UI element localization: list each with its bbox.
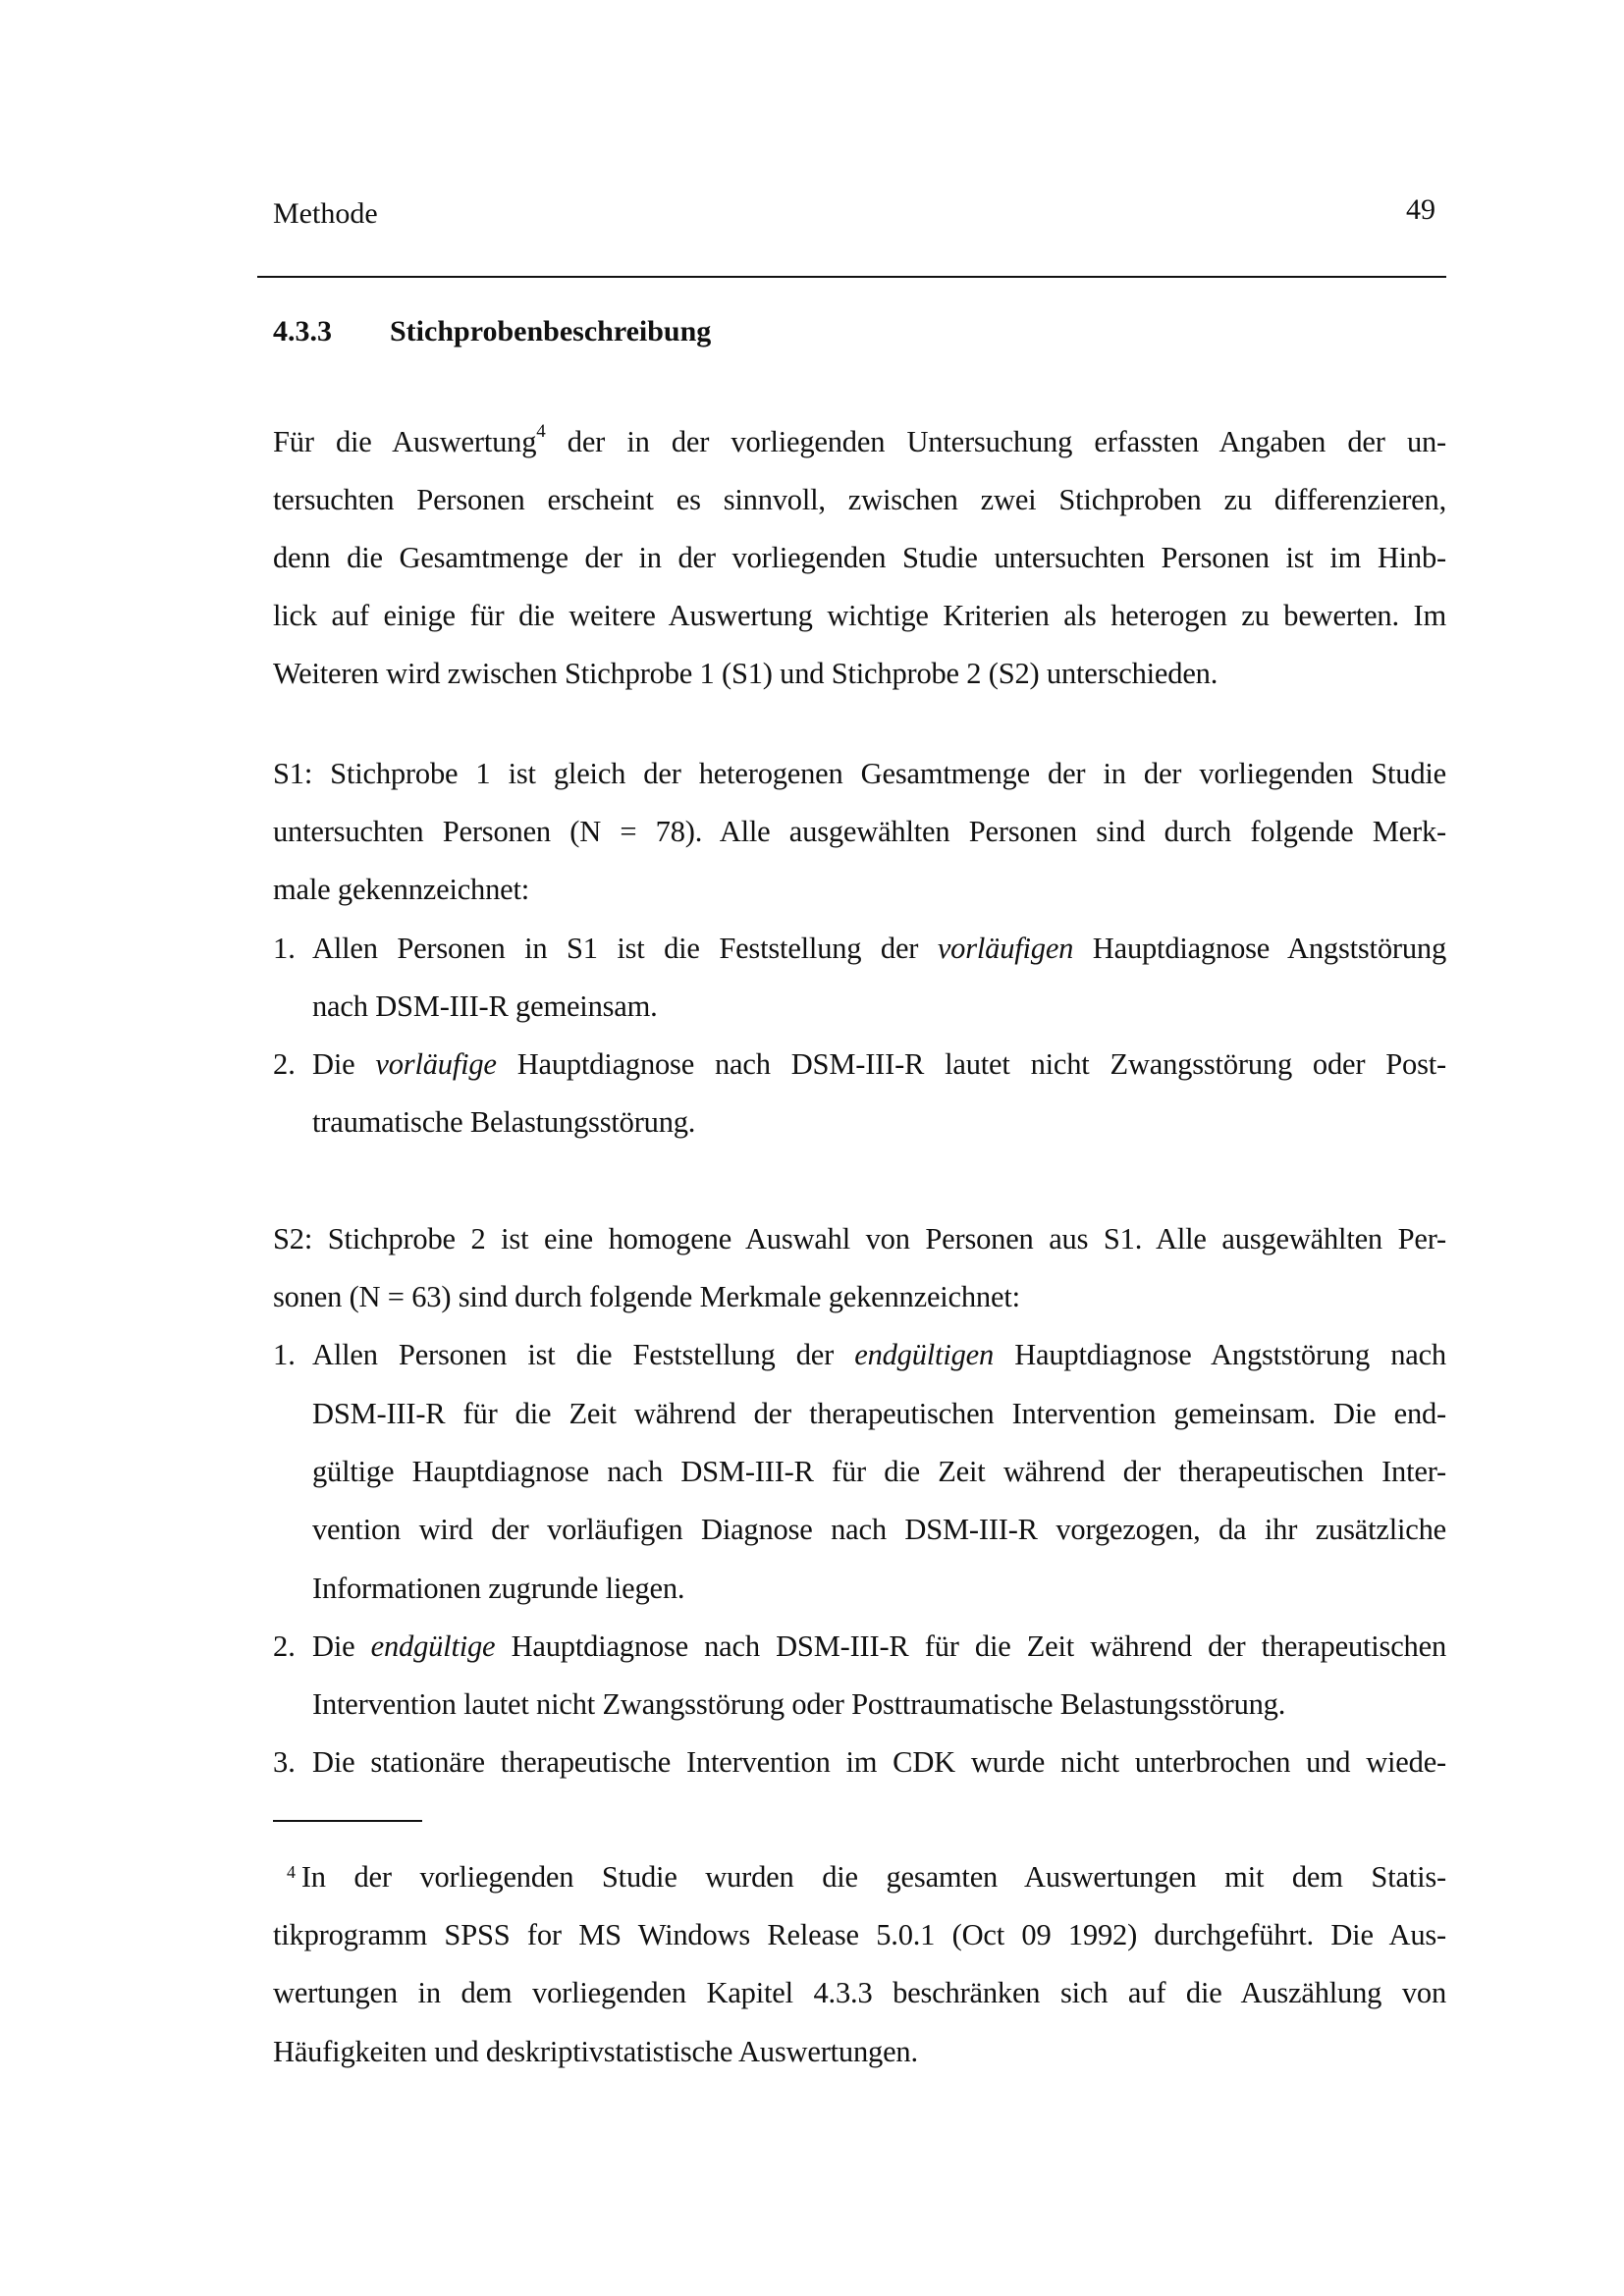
text-span: Allen Personen in S1 ist die Feststellung der — [312, 932, 938, 965]
list-number: 1. — [273, 932, 296, 965]
text-line: Intervention lautet nicht Zwangsstörung oder Posttraumatische Belastungsstörung. — [312, 1687, 1286, 1721]
section-title: Stichprobenbeschreibung — [390, 315, 712, 347]
text-line: Die stationäre therapeutische Intervention im CDK wurde nicht unterbrochen und wiede- — [312, 1745, 1446, 1779]
list-number: 3. — [273, 1745, 296, 1779]
text-line: wertungen in dem vorliegenden Kapitel 4.3.3 beschränken sich auf die Auszählung von — [273, 1976, 1446, 2009]
emphasis: vorläufige — [375, 1047, 497, 1081]
text-line — [312, 1046, 1446, 1082]
text-line: S2: Stichprobe 2 ist eine homogene Auswahl von Personen aus S1. Alle ausgewählten Per- — [273, 1222, 1446, 1255]
header-rule — [257, 276, 1446, 278]
text-span: Hauptdiagnose nach DSM-III-R für die Zeit während der therapeutischen — [495, 1629, 1446, 1663]
list-number: 2. — [273, 1047, 296, 1081]
text-line: traumatische Belastungsstörung. — [312, 1105, 696, 1139]
text-line: DSM-III-R für die Zeit während der therapeutischen Intervention gemeinsam. Die end- — [312, 1397, 1446, 1430]
text-span: Hauptdiagnose Angststörung nach — [994, 1338, 1446, 1371]
text-span: In der vorliegenden Studie wurden die gesamten Auswertungen mit dem Statis- — [300, 1860, 1446, 1894]
emphasis: endgültigen — [854, 1338, 995, 1371]
text-line — [312, 1337, 1446, 1372]
footnote-reference[interactable]: 4 — [536, 421, 546, 442]
running-title: Methode — [273, 197, 378, 230]
text-span: Die — [312, 1047, 376, 1081]
text-span: Allen Personen ist die Feststellung der — [312, 1338, 855, 1371]
text-span: Für die Auswertung — [273, 425, 537, 458]
text-line: nach DSM-III-R gemeinsam. — [312, 989, 658, 1023]
text-line: lick auf einige für die weitere Auswertung wichtige Kriterien als heterogen zu bewerten. Im — [273, 599, 1446, 632]
text-line — [312, 931, 1446, 966]
text-line: S1: Stichprobe 1 ist gleich der heterogenen Gesamtmenge der in der vorliegenden Studie — [273, 757, 1446, 790]
text-line — [273, 1859, 1446, 1895]
text-span: Die — [312, 1629, 371, 1663]
section-number: 4.3.3 — [273, 315, 332, 347]
footnote-mark: 4 — [287, 1862, 296, 1882]
text-line: tersuchten Personen erscheint es sinnvoll, zwischen zwei Stichproben zu differenzieren, — [273, 483, 1446, 516]
text-line: Informationen zugrunde liegen. — [312, 1572, 685, 1605]
text-span: Hauptdiagnose Angststörung — [1073, 932, 1446, 965]
text-line — [312, 1629, 1446, 1664]
emphasis: vorläufigen — [937, 932, 1074, 965]
list-number: 1. — [273, 1338, 296, 1371]
page-number: 49 — [1406, 193, 1435, 226]
text-span: der in der vorliegenden Untersuchung erfassten Angaben der un- — [545, 425, 1446, 458]
text-line: untersuchten Personen (N = 78). Alle ausgewählten Personen sind durch folgende Merk- — [273, 815, 1446, 848]
text-line: vention wird der vorläufigen Diagnose nach DSM-III-R vorgezogen, da ihr zusätzliche — [312, 1513, 1446, 1546]
text-line: sonen (N = 63) sind durch folgende Merkmale gekennzeichnet: — [273, 1280, 1020, 1313]
text-line: Weiteren wird zwischen Stichprobe 1 (S1) und Stichprobe 2 (S2) unterschieden. — [273, 657, 1218, 690]
text-span: Hauptdiagnose nach DSM-III-R lautet nicht Zwangsstörung oder Post- — [496, 1047, 1446, 1081]
footnote-rule — [273, 1820, 422, 1822]
list-number: 2. — [273, 1629, 296, 1663]
text-line: gültige Hauptdiagnose nach DSM-III-R für die Zeit während der therapeutischen Inter- — [312, 1455, 1446, 1488]
text-line: Häufigkeiten und deskriptivstatistische Auswertungen. — [273, 2035, 918, 2068]
text-line: denn die Gesamtmenge der in der vorliegenden Studie untersuchten Personen ist im Hinb- — [273, 541, 1446, 574]
text-line: male gekennzeichnet: — [273, 873, 530, 906]
text-line: tikprogramm SPSS for MS Windows Release 5.0.1 (Oct 09 1992) durchgeführt. Die Aus- — [273, 1918, 1446, 1951]
emphasis: endgültige — [370, 1629, 496, 1663]
text-line — [273, 421, 1446, 459]
